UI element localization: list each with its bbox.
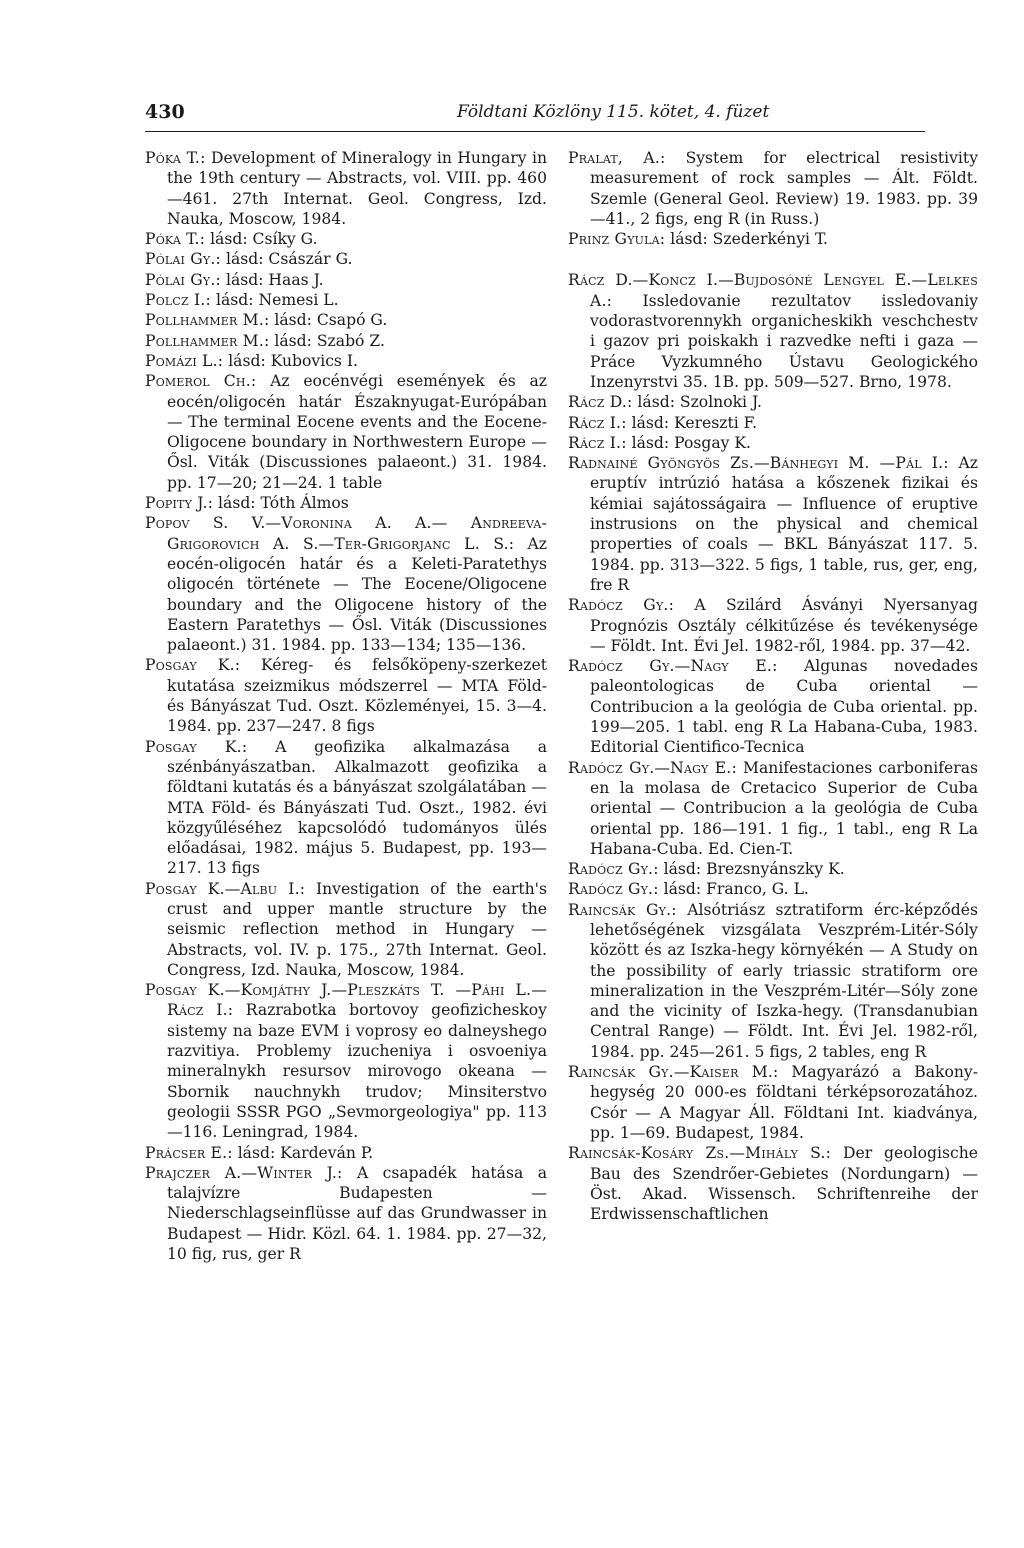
entry-author: Pralat, A.: [568,149,666,167]
bibliography-entry [145,270,547,290]
entry-text: lásd: Posgay K. [626,433,752,452]
entry-text: lásd: Kubovics I. [223,351,358,370]
entry-author: Prácser E.: [145,1143,233,1162]
bibliography-entry [568,392,978,412]
entry-author: Raincsák Gy.—Kaiser M.: [568,1063,779,1082]
entry-author: Raincsák-Kosáry Zs.—Mihály S.: [568,1144,832,1163]
entry-text: Az eruptív intrúzió hatása a kőszenek fizikai és kémiai sajátosságaira — Influence of eruptive instrusions on the physical and chemical properties of coals — BKL Bányászat 117. 5. 1984. pp. 313—322. 5 figs, 1 table, rus, ger, eng, fre R [590,454,978,594]
entry-text: Investigation of the earth's crust and upper mantle structure by the seismic reflection method in Hungary — Abstracts, vol. IV. p. 175., 27th Internat. Geol. Congress, Izd. Nauka, Moscow, 1984. [167,879,547,979]
bibliography-entry [145,310,547,330]
entry-text: lásd: Haas J. [221,270,324,289]
entry-author: Pollhammer M.: [145,331,270,350]
bibliography-entry [568,229,978,249]
entry-text: Magyarázó a Bakony-hegység 20 000-es földtani térképsorozatához. Csór — A Magyar Áll. Földtani Int. kiadványa, pp. 1—69. Budapest, 1984. [590,1063,979,1142]
bibliography-entry [145,229,547,249]
left-column [145,148,547,1264]
entry-author: Popity J.: [145,494,214,513]
entry-text: lásd: Szabó Z. [269,331,385,350]
entry-author: Posgay K.—Albu I.: [145,879,306,898]
entry-text: Der geologische Bau des Szendrőer-Gebietes (Nordungarn) — Öst. Akad. Wissensch. Schriftenreihe der Erdwissenschaftlichen [590,1144,978,1224]
bibliography-entry [568,595,978,656]
entry-text: Manifestaciones carboniferas en la molasa de Cretacico Superior de Cuba oriental — Contribucion a la geológia de Cuba oriental pp. 186—191. 1 fig., 1 tabl., eng R La Habana-Cuba. Ed. Cien-T. [590,758,978,858]
entry-author: Radócz Gy.—Nagy E.: [568,758,737,777]
bibliography-entry [568,413,978,433]
entry-text: lásd: Császár G. [221,250,353,269]
entry-author: Popov S. V.—Voronina A. A.— Andreeva-Grigorovich A. S.—Ter-Grigorjanc L. S.: [145,514,547,553]
entry-text: lásd: Kardeván P. [232,1143,374,1162]
bibliography-entry [145,737,547,879]
bibliography-entry [145,655,547,736]
entry-author: Radócz Gy.—Nagy E.: [568,657,778,676]
entry-text: lásd: Csíky G. [205,230,318,249]
entry-text: System for electrical resistivity measurement of rock samples — Ált. Földt. Szemle (General Geol. Review) 19. 1983. pp. 39—41., 2 figs, eng R (in Russ.) [590,149,978,228]
journal-title: Földtani Közlöny 115. kötet, 4. füzet [457,102,770,122]
bibliography-entry [568,656,978,757]
bibliography-entry [568,270,978,392]
bibliography-entry [145,513,547,655]
bibliography-entry [568,148,978,229]
entry-text: lásd: Brezsnyánszky K. [658,860,845,879]
entry-text: A geofizika alkalmazása a szénbányászatban. Alkalmazott geofizika a földtani kutatás és a bányászat szolgálatában — MTA Föld- és Bányászati Tud. Oszt., 1982. évi közgyűléséhez kapcsolódó tudományos ülés előadásai, 1982. május 5. Budapest, pp. 193—217. 13 figs [167,737,547,878]
entry-text: lásd: Tóth Álmos [213,494,349,513]
entry-author: Rácz I.: [568,433,627,452]
bibliography-entry [145,148,547,229]
entry-text: lásd: Csapó G. [269,311,388,330]
entry-text: lásd: Szolnoki J. [632,393,762,412]
entry-author: Prinz Gyula: [568,230,666,249]
entry-author: Radócz Gy.: [568,860,659,879]
entry-author: Póka T.: [145,230,206,249]
entry-text: Kéreg- és felsőköpeny-szerkezet kutatása szeizmikus módszerrel — MTA Föld- és Bányászat Tud. Oszt. Közleményei, 15. 3—4. 1984. pp. 237—247. 8 figs [167,656,547,736]
entry-text: A csapadék hatása a talajvízre Budapesten — Niederschlagseinflüsse auf das Grundwasser in Budapest — Hidr. Közl. 64. 1. 1984. pp. 27—32, 10 fig, rus, ger R [167,1163,547,1264]
entry-text: Az eocén-oligocén határ és a Keleti-Paratethys oligocén története — The Eocene/Oligocene boundary and the Oligocene history of the Eastern Paratethys — Ősl. Viták (Discussiones palaeont.) 31. 1984. pp. 133—134; 135—136. [167,534,548,655]
bibliography-entry [568,433,978,453]
bibliography-entry [568,859,978,879]
entry-author: Posgay K.: [145,737,248,756]
entry-author: Radócz Gy.: [568,596,675,615]
entry-author: Pólai Gy.: [145,250,221,269]
bibliography-entry [145,371,547,493]
bibliography-entry [145,1163,547,1264]
bibliography-entry [145,879,547,980]
bibliography-entry [568,1143,978,1224]
bibliography-entry [145,493,547,513]
entry-author: Prajczer A.—Winter J.: [145,1163,343,1182]
entry-text: Razrabotka bortovoy geofizicheskoy sistemy na baze EVM i voprosy eo dalneyshego razvitiya. Problemy izucheniya i osvoeniya mineralnykh resursov mirovogo okeana — Sbornik nauchnykh trudov; Minsiterstvo geologii SSSR PGO „Sevmorgeologiya" pp. 113—116. Leningrad, 1984. [167,1001,547,1142]
entry-author: Polcz I.: [145,291,212,310]
entry-author: Rácz I.: [568,413,627,432]
right-column [568,148,978,1224]
entry-text: lásd: Kereszti F. [626,413,758,432]
entry-text: Development of Mineralogy in Hungary in the 19th century — Abstracts, vol. VIII. pp. 460—461. 27th Internat. Geol. Congress, Izd. Nauka, Moscow, 1984. [167,149,547,228]
bibliography-entry [145,249,547,269]
entry-author: Pomerol Ch.: [145,372,257,391]
entry-text: lásd: Franco, G. L. [658,880,809,899]
bibliography-entry [145,1143,547,1163]
entry-author: Radnainé Gyöngyös Zs.—Bánhegyi M. —Pál I.: [568,454,949,473]
entry-author: Rácz D.—Koncz I.—Bujdosóné Lengyel E.—Lelkes A.: [568,271,978,310]
entry-author: Pomázi L.: [145,351,224,370]
page-header [145,95,925,132]
bibliography-entry [568,900,978,1062]
entry-author: Posgay K.: [145,656,241,675]
entry-author: Raincsák Gy.: [568,900,677,919]
bibliography-entry [145,980,547,1142]
bibliography-entry [568,879,978,899]
entry-text: A Szilárd Ásványi Nyersanyag Prognózis Osztály célkitűzése és tevékenysége — Földt. Int. Évi Jel. 1982-ről, 1984. pp. 37—42. [590,596,978,655]
entry-author: Póka T.: [145,149,206,167]
entry-text: Alsótriász sztratiform érc-képződés lehetőségének vizsgálata Veszprém-Litér-Sóly között és az Iszka-hegy környékén — A Study on the possibility of early triassic stratiform ore mineralization in the Veszprém-Litér—Sóly zone and the vicinity of Iszka-hegy. (Transdanubian Central Range) — Földt. Int. Évi Jel. 1982-ről, 1984. pp. 245—261. 5 figs, 2 tables, eng R [590,900,978,1061]
entry-author: Pólai Gy.: [145,270,221,289]
bibliography-entry [568,453,978,595]
entry-text: lásd: Nemesi L. [211,291,339,310]
bibliography-entry [145,290,547,310]
page-number: 430 [145,101,185,123]
bibliography-entry [568,758,978,859]
entry-author: Posgay K.—Komjáthy J.—Pleszkáts T. —Páhi L.—Rácz I.: [145,981,547,1020]
entry-author: Pollhammer M.: [145,311,270,330]
entry-author: Radócz Gy.: [568,880,659,899]
entry-text: Issledovanie rezultatov issledovaniy vodorastvorennykh organicheskikh veschchestv i gazov pri poiskakh i razvedke nefti i gaza — Práce Vyzkumného Ústavu Geologického Inzenyrstvi 35. 1B. pp. 509—527. Brno, 1978. [590,291,978,391]
entry-text: Algunas novedades paleontologicas de Cuba oriental — Contribucion a la geológia de Cuba oriental. pp. 199—205. 1 tabl. eng R La Habana-Cuba, 1983. Editorial Cientifico-Tecnica [590,657,978,757]
bibliography-entry [145,351,547,371]
bibliography-entry [145,331,547,351]
bibliography-entry [568,1062,978,1143]
entry-text: lásd: Szederkényi T. [665,230,829,249]
entry-text: Az eocénvégi események és az eocén/oligocén határ Északnyugat-Európában — The terminal Eocene events and the Eocene-Oligocene boundary in Northwestern Europe — Ősl. Viták (Discussiones palaeont.) 31. 1984. pp. 17—20; 21—24. 1 table [167,372,547,492]
entry-author: Rácz D.: [568,393,633,412]
